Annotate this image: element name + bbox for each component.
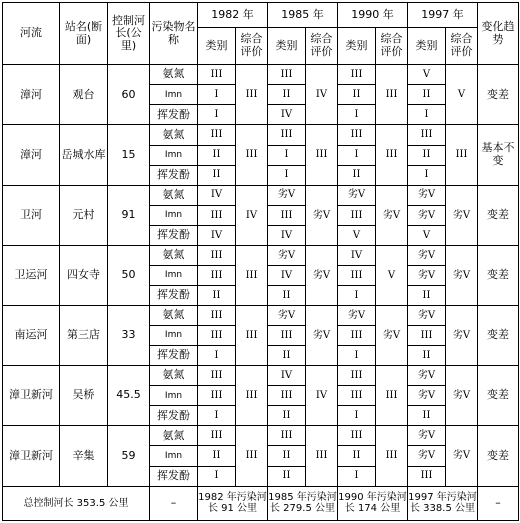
category-cell: 劣V	[408, 446, 446, 466]
category-cell: I	[268, 165, 306, 185]
station-name: 辛集	[60, 426, 108, 486]
category-cell: III	[408, 326, 446, 346]
footer-row	[3, 486, 519, 520]
category-cell: 劣V	[408, 265, 446, 285]
header-overall: 综合评价	[446, 27, 478, 64]
pollutant-name: 氨氮	[150, 306, 198, 326]
overall-evaluation: 劣V	[376, 306, 408, 366]
category-cell: III	[338, 265, 376, 285]
polluted-length: 1990 年污染河长 174 公里	[338, 486, 408, 520]
overall-evaluation: III	[376, 366, 408, 426]
station-name: 四女寺	[60, 245, 108, 305]
category-cell: III	[198, 386, 236, 406]
control-length: 33	[108, 306, 150, 366]
overall-evaluation: IV	[306, 366, 338, 426]
category-cell: 劣V	[408, 306, 446, 326]
pollutant-name: 氨氮	[150, 426, 198, 446]
river-name: 卫运河	[3, 245, 60, 305]
table-row	[3, 366, 519, 386]
category-cell: III	[198, 65, 236, 85]
polluted-length: 1982 年污染河长 91 公里	[198, 486, 268, 520]
category-cell: III	[338, 125, 376, 145]
category-cell: III	[198, 326, 236, 346]
header-year-1982: 1982 年	[198, 3, 268, 28]
category-cell: 劣V	[338, 306, 376, 326]
pollutant-name: Imn	[150, 446, 198, 466]
polluted-length: 1985 年污染河长 279.5 公里	[268, 486, 338, 520]
category-cell: II	[338, 85, 376, 105]
overall-evaluation: 劣V	[446, 245, 478, 305]
trend-cell: 变差	[478, 366, 519, 426]
control-length: 59	[108, 426, 150, 486]
category-cell: I	[338, 285, 376, 305]
category-cell: II	[268, 346, 306, 366]
category-cell: II	[408, 85, 446, 105]
overall-evaluation: III	[376, 65, 408, 125]
header-station: 站名(断面)	[60, 3, 108, 65]
category-cell: V	[408, 225, 446, 245]
category-cell: II	[268, 285, 306, 305]
header-overall: 综合评价	[306, 27, 338, 64]
category-cell: II	[198, 145, 236, 165]
category-cell: III	[338, 205, 376, 225]
category-cell: III	[268, 205, 306, 225]
category-cell: II	[198, 285, 236, 305]
category-cell: II	[268, 446, 306, 466]
category-cell: I	[198, 105, 236, 125]
category-cell: I	[338, 466, 376, 486]
polluted-length: 1997 年污染河长 338.5 公里	[408, 486, 478, 520]
category-cell: 劣V	[268, 306, 306, 326]
station-name: 元村	[60, 185, 108, 245]
total-length: 总控制河长 353.5 公里	[3, 486, 150, 520]
trend-cell: 变差	[478, 245, 519, 305]
category-cell: II	[408, 285, 446, 305]
category-cell: III	[338, 366, 376, 386]
overall-evaluation: III	[236, 125, 268, 185]
control-length: 60	[108, 65, 150, 125]
river-name: 漳卫新河	[3, 426, 60, 486]
trend-cell: 基本不变	[478, 125, 519, 185]
pollutant-name: Imn	[150, 326, 198, 346]
station-name: 吴桥	[60, 366, 108, 426]
category-cell: IV	[268, 366, 306, 386]
header-row-1	[3, 3, 519, 28]
category-cell: III	[268, 125, 306, 145]
header-length: 控制河长(公里)	[108, 3, 150, 65]
category-cell: 劣V	[408, 185, 446, 205]
category-cell: 劣V	[338, 185, 376, 205]
category-cell: 劣V	[268, 185, 306, 205]
table-row	[3, 426, 519, 446]
category-cell: 劣V	[408, 426, 446, 446]
category-cell: III	[338, 386, 376, 406]
header-river: 河流	[3, 3, 60, 65]
pollutant-name: 氨氮	[150, 125, 198, 145]
category-cell: IV	[338, 245, 376, 265]
category-cell: III	[198, 265, 236, 285]
category-cell: III	[198, 426, 236, 446]
category-cell: III	[408, 125, 446, 145]
table-row	[3, 185, 519, 205]
pollutant-name: 挥发酚	[150, 105, 198, 125]
trend-cell: 变差	[478, 426, 519, 486]
control-length: 45.5	[108, 366, 150, 426]
overall-evaluation: 劣V	[446, 306, 478, 366]
control-length: 50	[108, 245, 150, 305]
pollutant-name: 挥发酚	[150, 285, 198, 305]
category-cell: IV	[268, 265, 306, 285]
river-name: 南运河	[3, 306, 60, 366]
header-year-1990: 1990 年	[338, 3, 408, 28]
pollutant-name: 挥发酚	[150, 466, 198, 486]
overall-evaluation: V	[446, 65, 478, 125]
category-cell: 劣V	[408, 205, 446, 225]
category-cell: I	[268, 145, 306, 165]
station-name: 观台	[60, 65, 108, 125]
overall-evaluation: 劣V	[376, 185, 408, 245]
header-category: 类别	[408, 27, 446, 64]
station-name: 岳城水库	[60, 125, 108, 185]
water-quality-table	[2, 2, 519, 521]
category-cell: III	[198, 366, 236, 386]
overall-evaluation: 劣V	[306, 185, 338, 245]
header-year-1985: 1985 年	[268, 3, 338, 28]
header-trend: 变化趋势	[478, 3, 519, 65]
header-category: 类别	[198, 27, 236, 64]
overall-evaluation: III	[306, 426, 338, 486]
category-cell: III	[198, 125, 236, 145]
table-row	[3, 306, 519, 326]
category-cell: I	[338, 346, 376, 366]
pollutant-name: Imn	[150, 145, 198, 165]
category-cell: 劣V	[408, 386, 446, 406]
river-name: 漳卫新河	[3, 366, 60, 426]
category-cell: 劣V	[408, 366, 446, 386]
overall-evaluation: 劣V	[446, 426, 478, 486]
overall-evaluation: 劣V	[306, 306, 338, 366]
overall-evaluation: V	[376, 245, 408, 305]
control-length: 15	[108, 125, 150, 185]
pollutant-name: 氨氮	[150, 245, 198, 265]
pollutant-name: Imn	[150, 85, 198, 105]
pollutant-name: 挥发酚	[150, 225, 198, 245]
category-cell: II	[268, 466, 306, 486]
category-cell: III	[268, 426, 306, 446]
trend-cell: 变差	[478, 185, 519, 245]
category-cell: III	[268, 326, 306, 346]
overall-evaluation: III	[236, 306, 268, 366]
overall-evaluation: III	[236, 245, 268, 305]
category-cell: I	[198, 85, 236, 105]
header-category: 类别	[338, 27, 376, 64]
river-name: 漳河	[3, 125, 60, 185]
pollutant-name: 氨氮	[150, 65, 198, 85]
category-cell: II	[198, 446, 236, 466]
overall-evaluation: 劣V	[446, 185, 478, 245]
category-cell: III	[268, 65, 306, 85]
category-cell: I	[198, 466, 236, 486]
category-cell: I	[408, 165, 446, 185]
category-cell: III	[338, 326, 376, 346]
category-cell: V	[408, 65, 446, 85]
category-cell: II	[268, 85, 306, 105]
table-row	[3, 125, 519, 145]
header-overall: 综合评价	[236, 27, 268, 64]
category-cell: II	[408, 346, 446, 366]
header-overall: 综合评价	[376, 27, 408, 64]
category-cell: III	[268, 386, 306, 406]
category-cell: III	[338, 426, 376, 446]
river-name: 卫河	[3, 185, 60, 245]
category-cell: I	[198, 346, 236, 366]
category-cell: II	[338, 165, 376, 185]
overall-evaluation: III	[306, 125, 338, 185]
overall-evaluation: III	[236, 426, 268, 486]
pollutant-name: 氨氮	[150, 366, 198, 386]
header-year-1997: 1997 年	[408, 3, 478, 28]
pollutant-name: Imn	[150, 205, 198, 225]
category-cell: II	[408, 406, 446, 426]
category-cell: I	[338, 105, 376, 125]
overall-evaluation: III	[446, 125, 478, 185]
header-category: 类别	[268, 27, 306, 64]
category-cell: IV	[198, 185, 236, 205]
category-cell: 劣V	[408, 245, 446, 265]
category-cell: 劣V	[268, 245, 306, 265]
footer-trend: –	[478, 486, 519, 520]
category-cell: I	[198, 406, 236, 426]
trend-cell: 变差	[478, 65, 519, 125]
pollutant-name: 挥发酚	[150, 346, 198, 366]
category-cell: II	[198, 165, 236, 185]
overall-evaluation: 劣V	[306, 245, 338, 305]
pollutant-name: 挥发酚	[150, 406, 198, 426]
overall-evaluation: IV	[236, 185, 268, 245]
table-row	[3, 65, 519, 85]
category-cell: II	[338, 446, 376, 466]
category-cell: I	[408, 105, 446, 125]
category-cell: III	[338, 65, 376, 85]
category-cell: III	[198, 205, 236, 225]
category-cell: I	[338, 145, 376, 165]
category-cell: V	[338, 225, 376, 245]
overall-evaluation: III	[376, 426, 408, 486]
overall-evaluation: IV	[306, 65, 338, 125]
station-name: 第三店	[60, 306, 108, 366]
category-cell: III	[198, 245, 236, 265]
trend-cell: 变差	[478, 306, 519, 366]
category-cell: III	[408, 466, 446, 486]
pollutant-name: Imn	[150, 265, 198, 285]
overall-evaluation: III	[236, 65, 268, 125]
overall-evaluation: III	[376, 125, 408, 185]
category-cell: IV	[268, 225, 306, 245]
category-cell: IV	[268, 105, 306, 125]
overall-evaluation: III	[236, 366, 268, 426]
category-cell: III	[198, 306, 236, 326]
footer-dash: –	[150, 486, 198, 520]
table-row	[3, 245, 519, 265]
category-cell: II	[268, 406, 306, 426]
category-cell: IV	[198, 225, 236, 245]
overall-evaluation: 劣V	[446, 366, 478, 426]
header-pollutant: 污染物名称	[150, 3, 198, 65]
pollutant-name: 氨氮	[150, 185, 198, 205]
control-length: 91	[108, 185, 150, 245]
river-name: 漳河	[3, 65, 60, 125]
category-cell: I	[338, 406, 376, 426]
pollutant-name: 挥发酚	[150, 165, 198, 185]
pollutant-name: Imn	[150, 386, 198, 406]
category-cell: II	[408, 145, 446, 165]
